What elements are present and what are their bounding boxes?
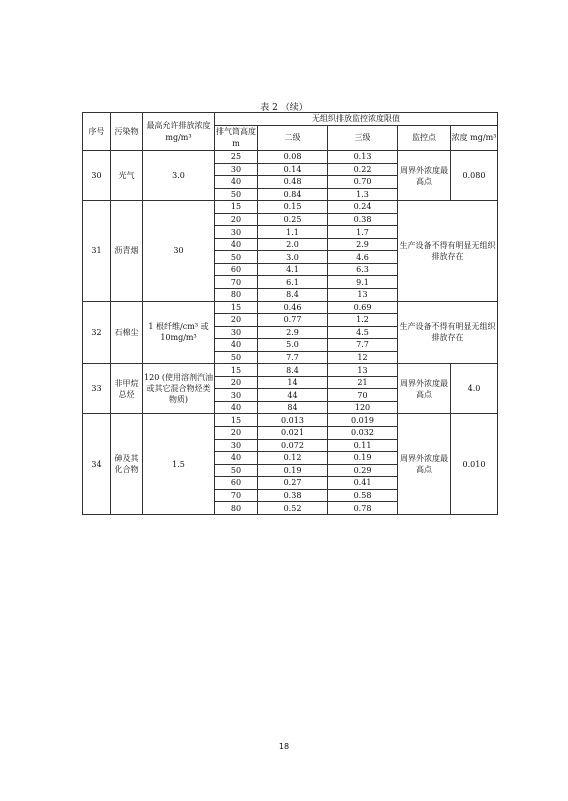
- cell-stack-height: 25: [215, 151, 258, 164]
- cell-no: 30: [83, 151, 111, 201]
- cell-grade3: 0.78: [328, 502, 398, 515]
- cell-stack-height: 40: [215, 452, 258, 465]
- cell-grade3: 13: [328, 289, 398, 302]
- cell-stack-height: 40: [215, 401, 258, 414]
- cell-grade2: 0.27: [258, 477, 328, 490]
- cell-stack-height: 30: [215, 226, 258, 239]
- header-no: 序号: [83, 113, 111, 151]
- table-row: [83, 301, 498, 314]
- cell-concentration: 0.080: [451, 151, 498, 201]
- cell-stack-height: 30: [215, 439, 258, 452]
- table-row: [83, 414, 498, 427]
- cell-stack-height: 20: [215, 427, 258, 440]
- cell-stack-height: 50: [215, 464, 258, 477]
- cell-grade3: 0.11: [328, 439, 398, 452]
- cell-max-concentration: 3.0: [143, 151, 215, 201]
- cell-unorganized-note: 生产设备不得有明显无组织排放存在: [398, 201, 498, 301]
- cell-grade3: 0.69: [328, 301, 398, 314]
- cell-grade3: 7.7: [328, 339, 398, 352]
- cell-grade3: 4.5: [328, 326, 398, 339]
- cell-no: 34: [83, 414, 111, 514]
- cell-stack-height: 80: [215, 502, 258, 515]
- cell-grade2: 4.1: [258, 263, 328, 276]
- cell-grade3: 2.9: [328, 238, 398, 251]
- cell-grade3: 0.29: [328, 464, 398, 477]
- cell-grade3: 0.24: [328, 201, 398, 214]
- cell-stack-height: 50: [215, 251, 258, 264]
- table-row: [83, 151, 498, 164]
- cell-grade2: 0.15: [258, 201, 328, 214]
- cell-no: 31: [83, 201, 111, 301]
- cell-grade2: 5.0: [258, 339, 328, 352]
- cell-grade3: 0.13: [328, 151, 398, 164]
- cell-stack-height: 20: [215, 376, 258, 389]
- cell-stack-height: 20: [215, 314, 258, 327]
- cell-grade3: 9.1: [328, 276, 398, 289]
- cell-grade3: 1.7: [328, 226, 398, 239]
- header-grade2: 二级: [258, 126, 328, 151]
- cell-grade2: 84: [258, 401, 328, 414]
- cell-grade2: 2.0: [258, 238, 328, 251]
- cell-concentration: 4.0: [451, 364, 498, 414]
- cell-grade2: 0.38: [258, 489, 328, 502]
- cell-grade3: 21: [328, 376, 398, 389]
- cell-stack-height: 15: [215, 414, 258, 427]
- cell-stack-height: 60: [215, 477, 258, 490]
- header-stack-height: 排气筒高度 m: [215, 126, 258, 151]
- cell-no: 32: [83, 301, 111, 364]
- cell-pollutant: 非甲烷总烃: [111, 364, 143, 414]
- cell-no: 33: [83, 364, 111, 414]
- cell-monitor-point: 周界外浓度最高点: [398, 364, 451, 414]
- table-row: [83, 201, 498, 214]
- cell-grade2: 0.48: [258, 176, 328, 189]
- cell-concentration: 0.010: [451, 414, 498, 514]
- cell-grade2: 0.84: [258, 188, 328, 201]
- cell-grade3: 0.58: [328, 489, 398, 502]
- table-caption: 表 2 （续）: [260, 103, 308, 113]
- cell-grade3: 0.41: [328, 477, 398, 490]
- table-body: [83, 113, 498, 515]
- cell-grade2: 8.4: [258, 364, 328, 377]
- cell-grade3: 70: [328, 389, 398, 402]
- header-grade3: 三级: [328, 126, 398, 151]
- cell-grade2: 7.7: [258, 351, 328, 364]
- cell-grade2: 8.4: [258, 289, 328, 302]
- cell-stack-height: 40: [215, 238, 258, 251]
- cell-grade2: 0.021: [258, 427, 328, 440]
- cell-pollutant: 沥青烟: [111, 201, 143, 301]
- cell-grade3: 0.38: [328, 213, 398, 226]
- cell-monitor-point: 周界外浓度最高点: [398, 414, 451, 514]
- cell-pollutant: 石棉尘: [111, 301, 143, 364]
- cell-grade2: 0.072: [258, 439, 328, 452]
- cell-max-concentration: 120 (使用溶剂汽油或其它混合物烃类物质): [143, 364, 215, 414]
- cell-max-concentration: 1.5: [143, 414, 215, 514]
- cell-stack-height: 70: [215, 276, 258, 289]
- header-concentration: 浓度 mg/m³: [451, 126, 498, 151]
- cell-grade3: 13: [328, 364, 398, 377]
- cell-grade2: 0.14: [258, 163, 328, 176]
- cell-pollutant: 光气: [111, 151, 143, 201]
- cell-grade2: 2.9: [258, 326, 328, 339]
- cell-grade2: 6.1: [258, 276, 328, 289]
- page-number: 18: [278, 742, 290, 751]
- cell-grade3: 0.19: [328, 452, 398, 465]
- cell-stack-height: 50: [215, 188, 258, 201]
- cell-stack-height: 30: [215, 389, 258, 402]
- cell-grade2: 0.77: [258, 314, 328, 327]
- header-monitor-point: 监控点: [398, 126, 451, 151]
- cell-grade2: 3.0: [258, 251, 328, 264]
- cell-stack-height: 80: [215, 289, 258, 302]
- cell-max-concentration: 30: [143, 201, 215, 301]
- cell-stack-height: 50: [215, 351, 258, 364]
- cell-grade2: 0.12: [258, 452, 328, 465]
- cell-stack-height: 40: [215, 176, 258, 189]
- cell-grade3: 12: [328, 351, 398, 364]
- cell-grade2: 1.1: [258, 226, 328, 239]
- cell-stack-height: 60: [215, 263, 258, 276]
- header-row-1: [83, 113, 498, 126]
- cell-unorganized-note: 生产设备不得有明显无组织排放存在: [398, 301, 498, 364]
- cell-grade3: 0.032: [328, 427, 398, 440]
- cell-grade2: 0.19: [258, 464, 328, 477]
- cell-grade3: 4.6: [328, 251, 398, 264]
- cell-grade2: 0.25: [258, 213, 328, 226]
- cell-grade3: 1.2: [328, 314, 398, 327]
- cell-grade2: 44: [258, 389, 328, 402]
- cell-grade2: 0.013: [258, 414, 328, 427]
- cell-grade3: 0.22: [328, 163, 398, 176]
- cell-stack-height: 40: [215, 339, 258, 352]
- header-max-concentration: 最高允许排放浓度 mg/m³: [143, 113, 215, 151]
- cell-max-concentration: 1 根纤维/cm³ 或 10mg/m³: [143, 301, 215, 364]
- cell-grade3: 6.3: [328, 263, 398, 276]
- cell-grade2: 0.08: [258, 151, 328, 164]
- header-unorganized: 无组织排放监控浓度限值: [215, 113, 498, 126]
- cell-grade3: 120: [328, 401, 398, 414]
- cell-grade2: 0.52: [258, 502, 328, 515]
- cell-grade3: 1.3: [328, 188, 398, 201]
- emission-limits-table: [82, 112, 498, 515]
- header-pollutant: 污染物: [111, 113, 143, 151]
- cell-grade2: 0.46: [258, 301, 328, 314]
- cell-pollutant: 砷及其化合物: [111, 414, 143, 514]
- cell-grade2: 14: [258, 376, 328, 389]
- cell-stack-height: 15: [215, 364, 258, 377]
- cell-grade3: 0.70: [328, 176, 398, 189]
- cell-stack-height: 30: [215, 326, 258, 339]
- cell-stack-height: 70: [215, 489, 258, 502]
- table-row: [83, 364, 498, 377]
- cell-grade3: 0.019: [328, 414, 398, 427]
- cell-monitor-point: 周界外浓度最高点: [398, 151, 451, 201]
- cell-stack-height: 15: [215, 201, 258, 214]
- cell-stack-height: 15: [215, 301, 258, 314]
- cell-stack-height: 20: [215, 213, 258, 226]
- cell-stack-height: 30: [215, 163, 258, 176]
